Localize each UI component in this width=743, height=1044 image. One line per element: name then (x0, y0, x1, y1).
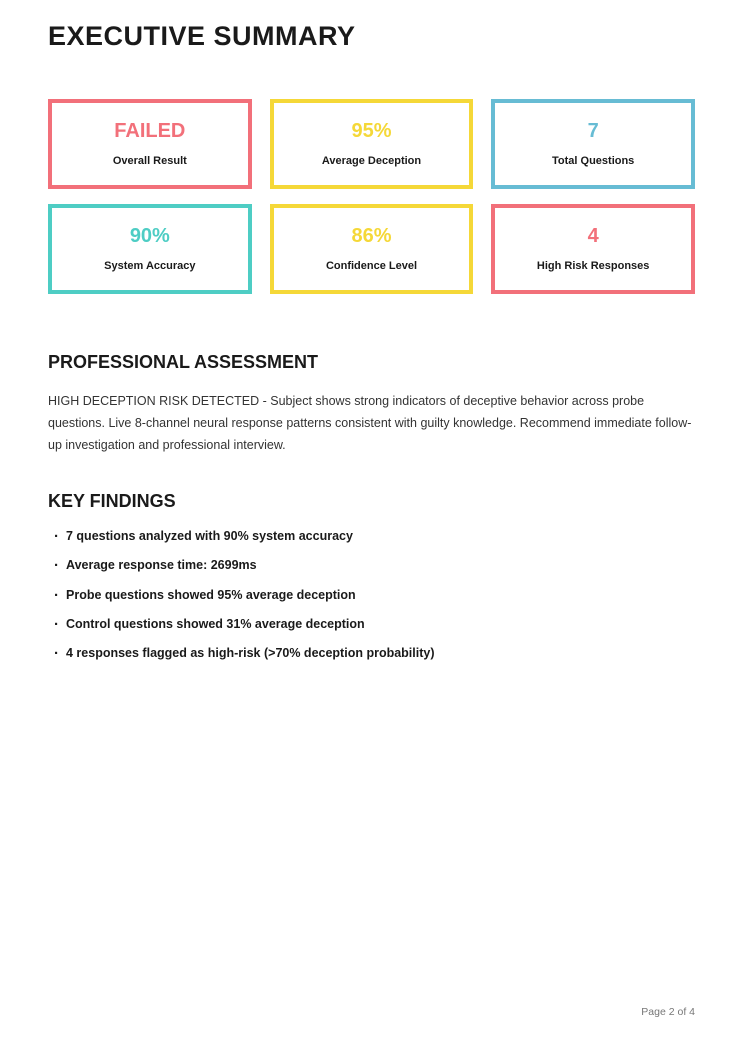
summary-card-value: 86% (351, 225, 392, 248)
list-item: · 7 questions analyzed with 90% system accuracy (48, 528, 695, 544)
summary-card-high-risk-responses (491, 204, 695, 294)
list-item: · Probe questions showed 95% average deception (48, 587, 695, 603)
list-item: · 4 responses flagged as high-risk (>70% deception probability) (48, 645, 695, 661)
key-findings-section (48, 491, 695, 662)
summary-card-value: 90% (129, 225, 170, 248)
summary-card-total-questions (491, 99, 695, 189)
summary-card-label: Average Deception (321, 155, 422, 168)
summary-card-overall-result (48, 99, 252, 189)
summary-card-value: 95% (351, 120, 392, 143)
findings-heading: KEY FINDINGS (48, 490, 176, 511)
list-item: · Average response time: 2699ms (48, 557, 695, 573)
summary-card-value: 7 (587, 120, 599, 143)
summary-card-label: High Risk Responses (536, 260, 650, 273)
list-item: · Control questions showed 31% average deception (48, 616, 695, 632)
page-footer: Page 2 of 4 (641, 1006, 695, 1018)
summary-card-system-accuracy (48, 204, 252, 294)
summary-card-confidence-level (270, 204, 474, 294)
summary-card-label: Overall Result (112, 155, 187, 168)
professional-assessment-section (48, 352, 695, 456)
summary-card-label: Total Questions (552, 155, 635, 168)
findings-list (48, 528, 695, 661)
assessment-body: HIGH DECEPTION RISK DETECTED - Subject shows strong indicators of deceptive behavior across probe questions. Live 8-channel neural response patterns consistent with guilty knowledge. Recommend immediate follow-up investigation and professional interview. (48, 393, 692, 452)
summary-card-label: System Accuracy (104, 260, 196, 273)
summary-card-label: Confidence Level (325, 260, 418, 273)
summary-card-value: FAILED (114, 120, 186, 143)
summary-cards-grid (48, 99, 695, 294)
summary-card-average-deception (270, 99, 474, 189)
summary-card-value: 4 (587, 225, 599, 248)
assessment-heading: PROFESSIONAL ASSESSMENT (48, 352, 319, 373)
page-title: EXECUTIVE SUMMARY (48, 21, 356, 51)
